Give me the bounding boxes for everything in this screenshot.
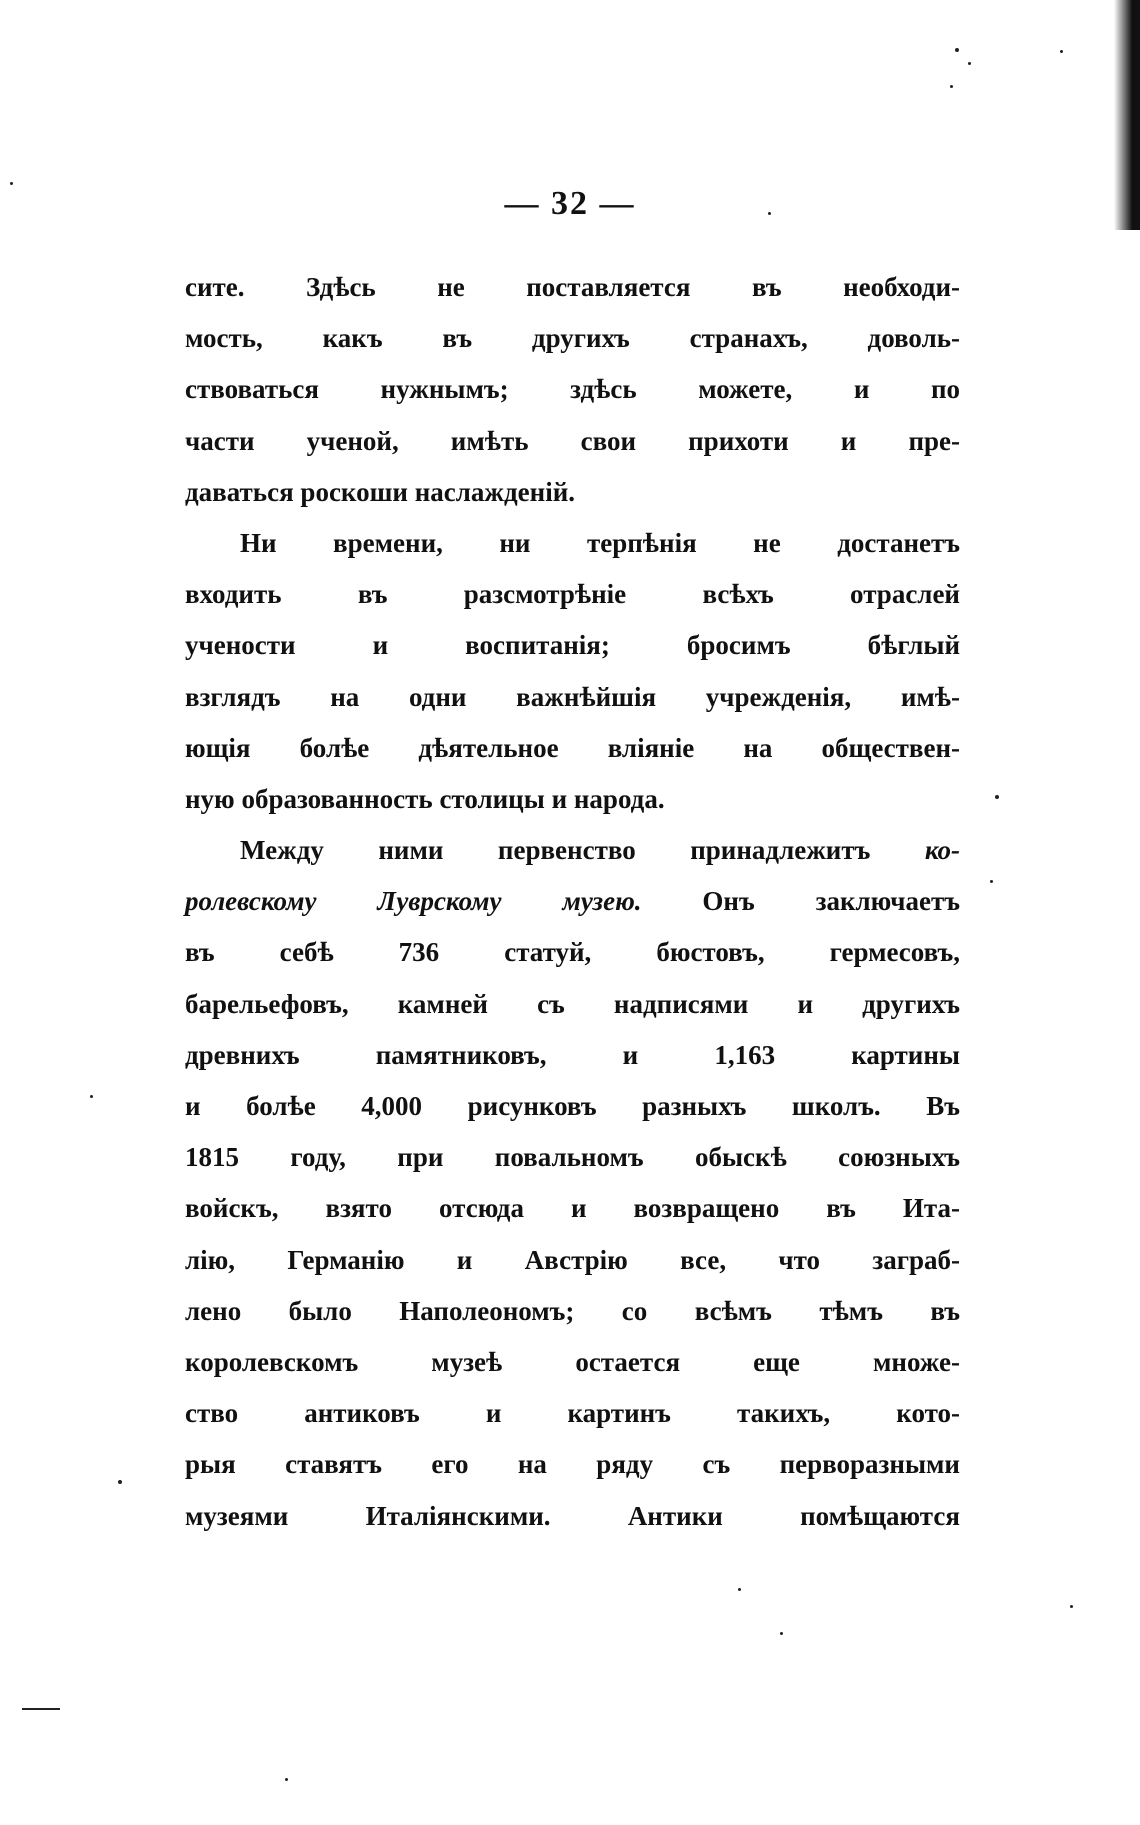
text-line [185,467,960,518]
text-span: ствоваться нужнымъ; здѣсь можете, и по [185,374,960,405]
text-line [185,1235,960,1286]
text-line [185,927,960,978]
text-span: барельефовъ, камней съ надписями и другихъ [185,988,960,1019]
text-line [185,825,960,876]
text-span: и болѣе 4,000 рисунковъ разныхъ школъ. Въ [185,1091,960,1121]
scan-speck [780,1632,783,1635]
scan-speck [995,795,999,799]
scan-speck [1070,1605,1073,1608]
italic-text: ко- [924,835,960,866]
scan-speck [738,1588,741,1591]
body-text [185,262,960,1542]
text-line [185,1439,960,1490]
text-line [185,1030,960,1081]
text-span: ство антиковъ и картинъ такихъ, кото- [185,1398,960,1429]
text-span: даваться роскоши наслажденій. [185,476,575,507]
scan-speck [1060,50,1063,53]
text-span: части ученой, имѣть свои прихоти и пре- [185,425,960,456]
scan-speck [968,62,971,65]
scan-speck [768,212,771,215]
scan-speck [118,1480,122,1484]
text-line [185,1491,960,1542]
text-span: ную образованность столицы и народа. [185,783,665,814]
text-line [185,1337,960,1388]
text-line [185,672,960,723]
text-line [185,774,960,825]
text-line [185,1388,960,1439]
scan-speck [955,48,959,52]
text-span: королевскомъ музеѣ остается еще множе- [185,1346,960,1377]
scan-speck [10,182,13,185]
text-span: музеями Италіянскими. Антики помѣщаются [185,1500,960,1531]
text-line [185,1132,960,1183]
text-line [185,979,960,1030]
text-line [185,518,960,569]
text-span: учености и воспитанія; бросимъ бѣглый [185,630,960,661]
text-span: Между ними первенство принадлежитъ [240,835,925,866]
text-line [185,620,960,671]
scan-speck [90,1095,93,1098]
text-span: древнихъ памятниковъ, и 1,163 картины [185,1039,960,1070]
text-span: рыя ставятъ его на ряду съ перворазными [185,1449,960,1480]
text-line [185,1286,960,1337]
text-line [185,1183,960,1234]
text-line [185,416,960,467]
text-line [185,262,960,313]
text-line [185,569,960,620]
text-span: ющія болѣе дѣятельное вліяніе на обществен- [185,732,960,763]
text-span: входить въ разсмотрѣніе всѣхъ отраслей [185,579,960,610]
scan-speck [990,880,993,883]
text-span: взглядъ на одни важнѣйшія учрежденія, имѣ- [185,681,960,712]
text-line [185,364,960,415]
italic-text: ролевскому Луврскому музею. [185,886,642,917]
text-span: Ни времени, ни терпѣнія не достанетъ [240,527,960,558]
text-line [185,723,960,774]
scan-dash [22,1708,60,1710]
text-line [185,876,960,927]
text-span: Онъ заключаетъ [641,886,960,917]
scan-speck [285,1778,288,1781]
text-span: 1815 году, при повальномъ обыскѣ союзныхъ [185,1142,960,1173]
text-span: сите. Здѣсь не поставляется въ необходи- [185,272,960,302]
text-span: лію, Германію и Австрію все, что заграб- [185,1244,960,1275]
text-span: войскъ, взято отсюда и возвращено въ Ита- [185,1193,960,1224]
text-line [185,313,960,364]
page-number: — 32 — [504,185,636,222]
scan-speck [950,85,953,88]
text-span: лено было Наполеономъ; со всѣмъ тѣмъ въ [185,1295,960,1326]
text-span: мость, какъ въ другихъ странахъ, доволь- [185,323,960,354]
text-span: въ себѣ 736 статуй, бюстовъ, гермесовъ, [185,937,960,968]
text-line [185,1081,960,1132]
